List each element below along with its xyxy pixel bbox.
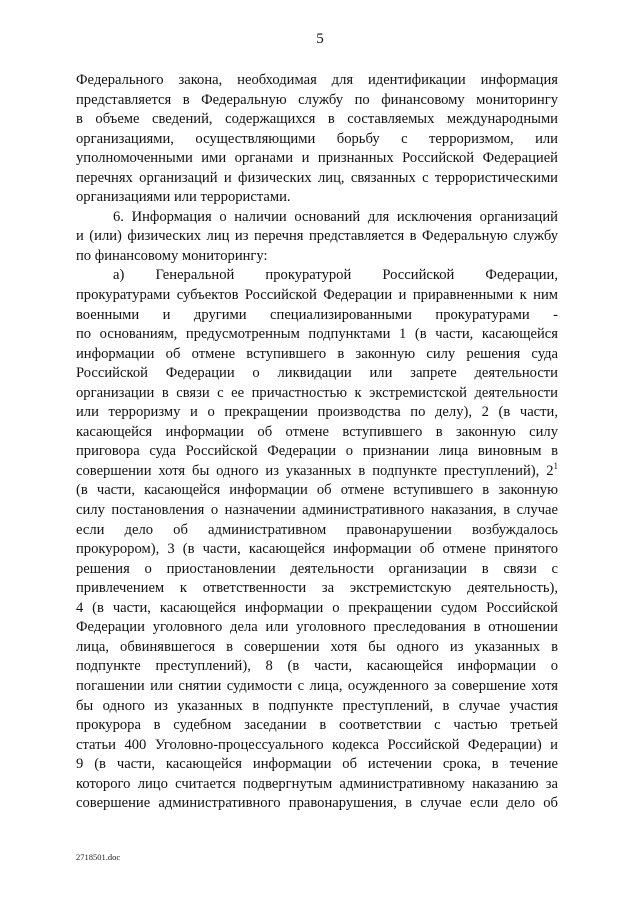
text-line: и (или) физических лиц из перечня представляется в Федеральную службу xyxy=(76,228,558,245)
text-line: или терроризму и о прекращении производства по делу), 2 (в части, xyxy=(76,404,558,421)
text-line: в объеме сведений, содержащихся в составляемых международными xyxy=(76,111,558,128)
text-line: организациями, осуществляющими борьбу с терроризмом, или xyxy=(76,130,558,147)
text-line: совершение административного правонарушения, в случае если дело об xyxy=(76,795,558,812)
text-line: статьи 400 Уголовно-процессуального кодекса Российской Федерации) и xyxy=(76,736,558,753)
text-line: привлечением к ответственности за экстремистскую деятельность), xyxy=(76,580,558,597)
text-line: 4 (в части, касающейся информации о прекращении судом Российской xyxy=(76,599,558,616)
paragraph-6-line: 6. Информация о наличии оснований для исключения организаций xyxy=(113,208,558,225)
text-line: прокуратурами субъектов Российской Федерации и приравненными к ним xyxy=(76,287,558,304)
text-line: информации об отмене вступившего в законную силу решения суда xyxy=(76,345,558,362)
text-line: приговора суда Российской Федерации о признании лица виновным в xyxy=(76,443,558,460)
superscript-1: 1 xyxy=(553,460,558,471)
text-line-with-superscript xyxy=(76,462,558,482)
text-line: Федерации уголовного дела или уголовного преследования в отношении xyxy=(76,619,558,636)
file-name-footer: 2718501.doc xyxy=(76,852,121,862)
text-line: касающейся информации об отмене вступившего в законную силу xyxy=(76,423,558,440)
text-line: представляется в Федеральную службу по финансовому мониторингу xyxy=(76,91,558,108)
document-body xyxy=(76,71,558,814)
subparagraph-a-line: а) Генеральной прокуратурой Российской Федерации, xyxy=(113,267,558,284)
text-span: совершении хотя бы одного из указанных в подпункте преступлений), 2 xyxy=(76,462,554,479)
text-line: уполномоченными ими органами и признанных Российской Федерацией xyxy=(76,150,558,167)
text-line: силу постановления о назначении административного наказания, в случае xyxy=(76,502,558,519)
text-line: перечнях организаций и физических лиц, связанных с террористическими xyxy=(76,169,558,186)
text-line: Российской Федерации о ликвидации или запрете деятельности xyxy=(76,365,558,382)
text-line: которого лицо считается подвергнутым административному наказанию за xyxy=(76,775,558,792)
text-line: организациями или террористами. xyxy=(76,189,291,206)
text-line: если дело об административном правонарушении возбуждалось xyxy=(76,521,558,538)
text-line: по основаниям, предусмотренным подпунктами 1 (в части, касающейся xyxy=(76,326,558,343)
text-line: погашении или снятии судимости с лица, осужденного за совершение хотя xyxy=(76,677,558,694)
text-line: прокурора в судебном заседании в соответствии с частью третьей xyxy=(76,717,558,734)
text-line: по финансовому мониторингу: xyxy=(76,247,268,264)
text-line: прокурором), 3 (в части, касающейся информации об отмене принятого xyxy=(76,541,558,558)
text-line: лица, обвинявшегося в совершении хотя бы одного из указанных в xyxy=(76,638,558,655)
text-line: Федерального закона, необходимая для идентификации информация xyxy=(76,72,558,88)
text-line: бы одного из указанных в подпункте преступлений, в случае участия xyxy=(76,697,558,714)
text-line: организации в связи с ее причастностью к экстремистской деятельности xyxy=(76,384,558,401)
text-line: 9 (в части, касающейся информации об истечении срока, в течение xyxy=(76,756,558,773)
text-line: решения о приостановлении деятельности организации в связи с xyxy=(76,560,558,577)
text-line: (в части, касающейся информации об отмене вступившего в законную xyxy=(76,482,558,499)
page-number: 5 xyxy=(316,31,324,47)
text-line: военными и другими специализированными прокуратурами - xyxy=(76,306,558,323)
text-line: подпункте преступлений), 8 (в части, касающейся информации о xyxy=(76,658,558,675)
